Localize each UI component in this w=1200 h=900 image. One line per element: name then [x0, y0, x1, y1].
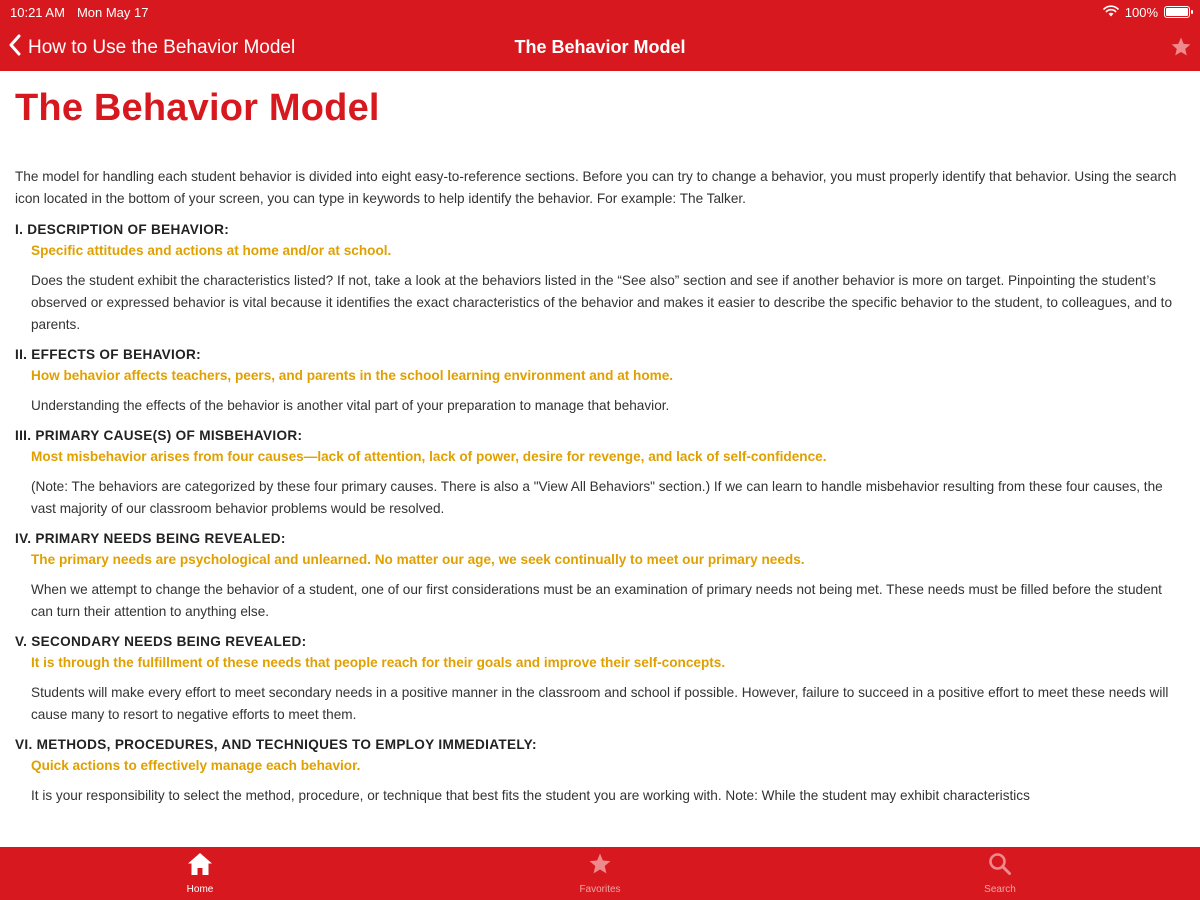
tab-home-label: Home [186, 884, 214, 895]
chevron-left-icon [8, 34, 22, 61]
section-body: Does the student exhibit the characteristics listed? If not, take a look at the behaviors listed in the “See also” section and see if another behavior is more on target. Pinpointing the student’s observed or expressed behavior is vital because it identifies the exact characteristics of the behavior and makes it easier to describe the specific behavior to the student, to colleagues, and to parents. [31, 273, 1173, 332]
section-subtitle: Quick actions to effectively manage each behavior. [31, 758, 361, 773]
article-content [0, 71, 1200, 847]
section-body: (Note: The behaviors are categorized by these four primary causes. There is also a "View All Behaviors" section.) If we can learn to handle misbehavior resulting from these four causes, the vast majority of our classroom behavior problems would be resolved. [31, 479, 1163, 516]
section-heading: IV. PRIMARY NEEDS BEING REVEALED: [15, 531, 286, 546]
section-subtitle: Specific attitudes and actions at home and/or at school. [31, 243, 392, 258]
section-heading: VI. METHODS, PROCEDURES, AND TECHNIQUES TO EMPLOY IMMEDIATELY: [15, 737, 537, 752]
section-body: Understanding the effects of the behavior is another vital part of your preparation to manage that behavior. [31, 398, 670, 413]
section-effects [15, 345, 1185, 417]
section-subtitle: Most misbehavior arises from four causes—lack of attention, lack of power, desire for revenge, and lack of self-confidence. [31, 449, 827, 464]
section-secondary-needs [15, 632, 1185, 726]
tab-bar [0, 847, 1200, 900]
section-body: When we attempt to change the behavior of a student, one of our first considerations must be an examination of primary needs not being met. These needs must be filled before the student can turn their attention to anything else. [31, 582, 1162, 619]
status-bar [0, 0, 1200, 24]
section-heading: V. SECONDARY NEEDS BEING REVEALED: [15, 634, 307, 649]
section-subtitle: It is through the fulfillment of these needs that people reach for their goals and improve their self-concepts. [31, 655, 726, 670]
page-title: The Behavior Model [15, 87, 380, 129]
section-primary-causes [15, 426, 1185, 520]
home-icon [187, 852, 213, 881]
status-date: Mon May 17 [76, 4, 149, 20]
nav-title: The Behavior Model [514, 37, 686, 57]
magnifier-icon [987, 852, 1013, 881]
tab-favorites[interactable] [400, 847, 800, 900]
back-button[interactable] [8, 24, 295, 71]
navigation-bar [0, 24, 1200, 71]
section-heading: II. EFFECTS OF BEHAVIOR: [15, 347, 201, 362]
section-description [15, 220, 1185, 336]
back-button-label: How to Use the Behavior Model [28, 36, 296, 58]
section-body: It is your responsibility to select the method, procedure, or technique that best fits the student you are working with. Note: While the student may exhibit characteristics [31, 788, 1030, 803]
section-body: Students will make every effort to meet secondary needs in a positive manner in the classroom and school if possible. However, failure to succeed in a positive effort to meet these needs will cause many to resort to negative efforts to meet them. [31, 685, 1169, 722]
tab-search[interactable] [800, 847, 1200, 900]
status-time: 10:21 AM [10, 4, 65, 20]
tab-favorites-label: Favorites [579, 884, 621, 895]
section-methods [15, 735, 1185, 807]
section-subtitle: The primary needs are psychological and unlearned. No matter our age, we seek continually to meet our primary needs. [31, 552, 805, 567]
tab-home[interactable] [0, 847, 400, 900]
section-subtitle: How behavior affects teachers, peers, and parents in the school learning environment and at home. [31, 368, 674, 383]
section-primary-needs [15, 529, 1185, 623]
battery-icon [1164, 6, 1190, 18]
favorite-star-icon[interactable] [1170, 36, 1192, 63]
battery-percent: 100% [1124, 4, 1158, 20]
intro-paragraph: The model for handling each student behavior is divided into eight easy-to-reference sections. Before you can try to change a behavior, you must properly identify that behavior. Using the search icon located in the bottom of your screen, you can type in keywords to help identify the behavior. For example: The Talker. [15, 169, 1177, 206]
wifi-icon [1103, 5, 1119, 20]
tab-search-label: Search [984, 884, 1016, 895]
section-heading: I. DESCRIPTION OF BEHAVIOR: [15, 222, 230, 237]
section-heading: III. PRIMARY CAUSE(S) OF MISBEHAVIOR: [15, 428, 303, 443]
star-icon [587, 852, 613, 881]
